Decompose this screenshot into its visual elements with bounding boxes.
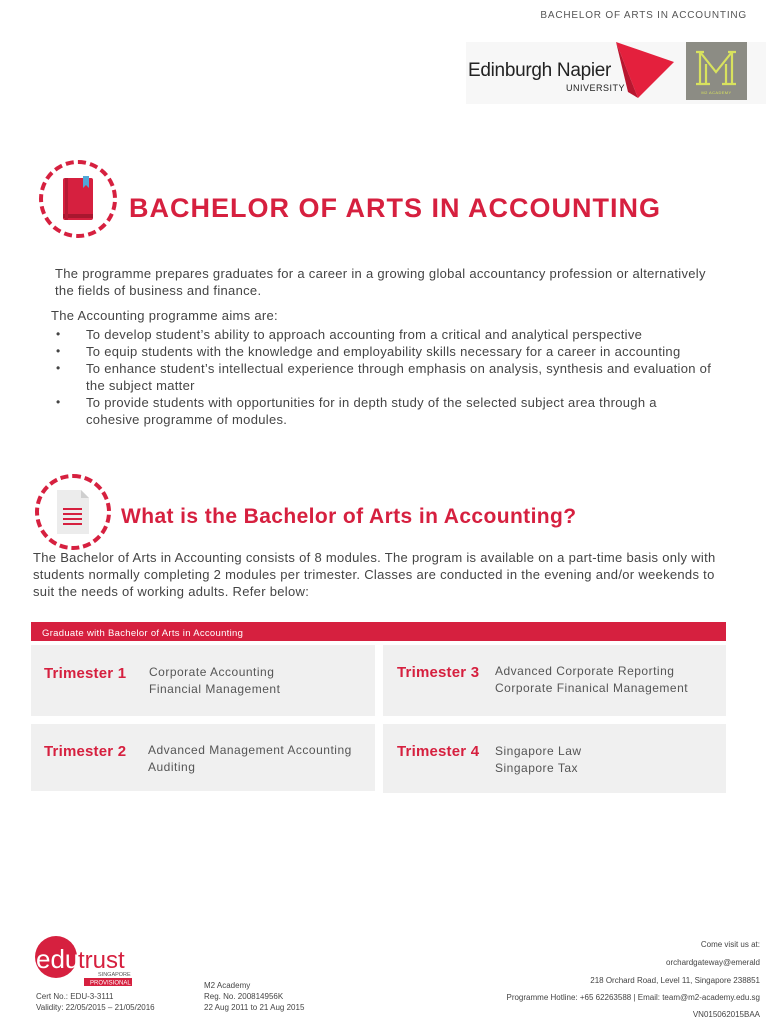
university-name: Edinburgh Napier [468,60,612,81]
intro-paragraph: The programme prepares graduates for a career in a growing global accountancy profession or alternatively the fields of business and finance. [55,266,706,298]
university-subtitle: UNIVERSITY [566,83,626,93]
trimester-card-2 [31,724,375,791]
trimester-label: Trimester 3 [397,664,480,681]
university-swoosh-icon [614,42,676,102]
aim-item: • To provide students with opportunities for in depth study of the selected subject area through a cohesive programme of modules. [56,395,657,427]
edutrust-logo-icon [34,935,144,993]
header-title: BACHELOR OF ARTS IN ACCOUNTING [540,10,747,21]
edutrust-logo [34,935,144,993]
logo-block [466,42,766,104]
book-icon-circle [39,160,117,238]
program-description: The Bachelor of Arts in Accounting consists of 8 modules. The program is available on a part-time basis only with students normally completing 2 modules per trimester. Classes are conducted in the evening and/or weekends to suit the needs of working adults. Refer below: [33,550,716,599]
book-icon [43,164,113,234]
trimester-modules: Advanced Management Accounting Auditing [148,743,352,774]
trimester-card-1 [31,645,375,716]
trimester-label: Trimester 2 [44,743,127,760]
m2-logo-text: M2 ACADEMY [701,90,732,95]
trimester-modules: Advanced Corporate Reporting Corporate Finanical Management [495,664,689,695]
trimester-label: Trimester 4 [397,743,480,760]
document-icon-circle [35,474,111,550]
trimester-card-3 [383,645,726,716]
m2-academy-logo [686,42,747,100]
academy-info: M2 Academy Reg. No. 200814956K 22 Aug 2011 to 21 Aug 2015 [204,981,305,1012]
contact-address: 218 Orchard Road, Level 11, Singapore 238851 [590,976,760,985]
trimester-card-4 [383,724,726,793]
contact-location: orchardgateway@emerald [666,958,760,967]
trimester-modules: Singapore Law Singapore Tax [495,744,582,775]
trimester-modules: Corporate Accounting Financial Management [149,665,281,696]
aim-item: • To equip students with the knowledge and employability skills necessary for a career in accounting [56,344,681,359]
edutrust-cert-info: Cert No.: EDU-3-3111 Validity: 22/05/2015 – 21/05/2016 [36,992,155,1012]
table-header: Graduate with Bachelor of Arts in Accounting [31,622,726,641]
edutrust-trust-text: trust [78,947,125,974]
contact-hotline: Programme Hotline: +65 62263588 | Email: team@m2-academy.edu.sg [506,993,760,1002]
aims-label: The Accounting programme aims are: [51,308,278,323]
trimester-label: Trimester 1 [44,665,127,682]
edutrust-singapore-text: SINGAPORE [98,972,131,978]
edutrust-edu-text: edu [36,944,80,974]
aims-list [54,326,714,428]
document-icon [39,478,107,546]
document-reference: VN015062015BAA [692,1010,760,1019]
aim-item: • To enhance student’s intellectual experience through emphasis on analysis, synthesis and evaluation of the subject matter [56,361,712,393]
page-title: BACHELOR OF ARTS IN ACCOUNTING [129,193,661,223]
edutrust-provisional-text: PROVISIONAL [90,980,131,987]
aim-item: • To develop student’s ability to approach accounting from a critical and analytical perspective [56,327,643,342]
contact-visit-label: Come visit us at: [700,940,760,949]
section-heading: What is the Bachelor of Arts in Accounting? [121,505,577,528]
